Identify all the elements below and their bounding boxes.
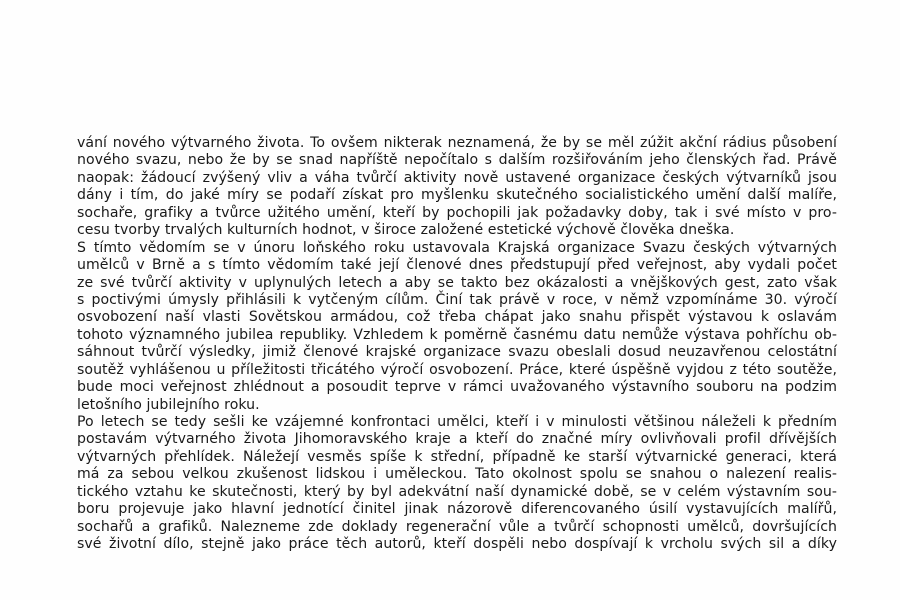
- text-line: své životní dílo, stejně jako práce těch autorů, kteří dospěli nebo dospívají k vrcholu svých sil a díky: [77, 536, 837, 553]
- paragraph: [77, 240, 837, 414]
- text-line: sáhnout tvůrčí výsledky, jimiž členové krajské organizace svazu obeslali dosud neuzavřenou celostátní: [77, 344, 837, 361]
- text-line: s poctivými úmysly přihlásili k vytčeným cílům. Činí tak právě v roce, v němž vzpomínáme 30. výročí: [77, 291, 837, 308]
- text-line: cesu tvorby trvalých kulturních hodnot, v široce založené estetické výchově člověka dneška.: [77, 222, 735, 239]
- text-line: tohoto významného jubilea republiky. Vzhledem k poměrně časnému datu nemůže výstava pohříchu ob-: [77, 326, 837, 343]
- text-line: naopak: žádoucí zvýšený vliv a váha tvůrčí aktivity nově ustavené organizace českých výtvarníků jsou: [77, 169, 837, 186]
- text-line: Po letech se tedy sešli ke vzájemné konfrontaci umělci, kteří i v minulosti většinou náleželi k předním: [77, 414, 837, 430]
- text-line: umělců v Brně a s tímto vědomím také její členové dnes předstupují před veřejnost, aby vydali počet: [77, 257, 837, 274]
- text-line: postavám výtvarného života Jihomoravského kraje a kteří do značné míry ovlivňovali profil dřívějších: [77, 431, 837, 448]
- text-line: tického vztahu ke skutečnosti, který by byl adekvátní naší dynamické době, se v celém výstavním sou-: [77, 483, 837, 500]
- body-text: [77, 135, 837, 554]
- text-line: sochařů a grafiků. Nalezneme zde doklady regenerační vůle a tvůrčí schopnosti umělců, dovršujících: [77, 518, 837, 535]
- text-line: dány i tím, do jaké míry se podaří získat pro myšlenku skutečného socialistického umění další malíře,: [77, 187, 837, 204]
- text-line: má za sebou velkou zkušenost lidskou i uměleckou. Tato okolnost spolu se snahou o nalezení realis-: [77, 466, 837, 483]
- text-line: ze své tvůrčí aktivity v uplynulých letech a aby se takto bez okázalosti a vnějškových gest, zato však: [77, 274, 837, 291]
- text-line: výtvarných přehlídek. Náležejí vesměs spíše k střední, případně ke starší výtvarnické generaci, která: [77, 448, 837, 465]
- text-line: osvobození naší vlasti Sovětskou armádou, což třeba chápat jako snahu přispět výstavou k oslavám: [77, 309, 837, 326]
- text-line: soutěž vyhlášenou u příležitosti třicátého výročí osvobození. Práce, které úspěšně vyjdou z této soutěže,: [77, 361, 837, 378]
- paragraph: [77, 414, 837, 554]
- text-line: sochaře, grafiky a tvůrce užitého umění, kteří by pochopili jak požadavky doby, tak i své místo v pro-: [77, 204, 837, 221]
- text-line: boru projevuje jako hlavní jednotící činitel jinak názorově diferencovaného úsilí vystavujících malířů,: [77, 501, 837, 518]
- text-line: bude moci veřejnost zhlédnout a posoudit teprve v rámci uvažovaného výstavního souboru na podzim: [77, 379, 837, 396]
- text-line: nového svazu, nebo že by se snad napříště nepočítalo s dalším rozšiřováním jeho členských řad. Právě: [77, 152, 837, 169]
- paragraph: [77, 135, 837, 240]
- text-line: S tímto vědomím se v únoru loňského roku ustavovala Krajská organizace Svazu českých výtvarných: [77, 239, 837, 256]
- text-line: letošního jubilejního roku.: [77, 396, 260, 413]
- text-line: vání nového výtvarného života. To ovšem nikterak neznamená, že by se měl zúžit akční rádius působení: [77, 135, 837, 151]
